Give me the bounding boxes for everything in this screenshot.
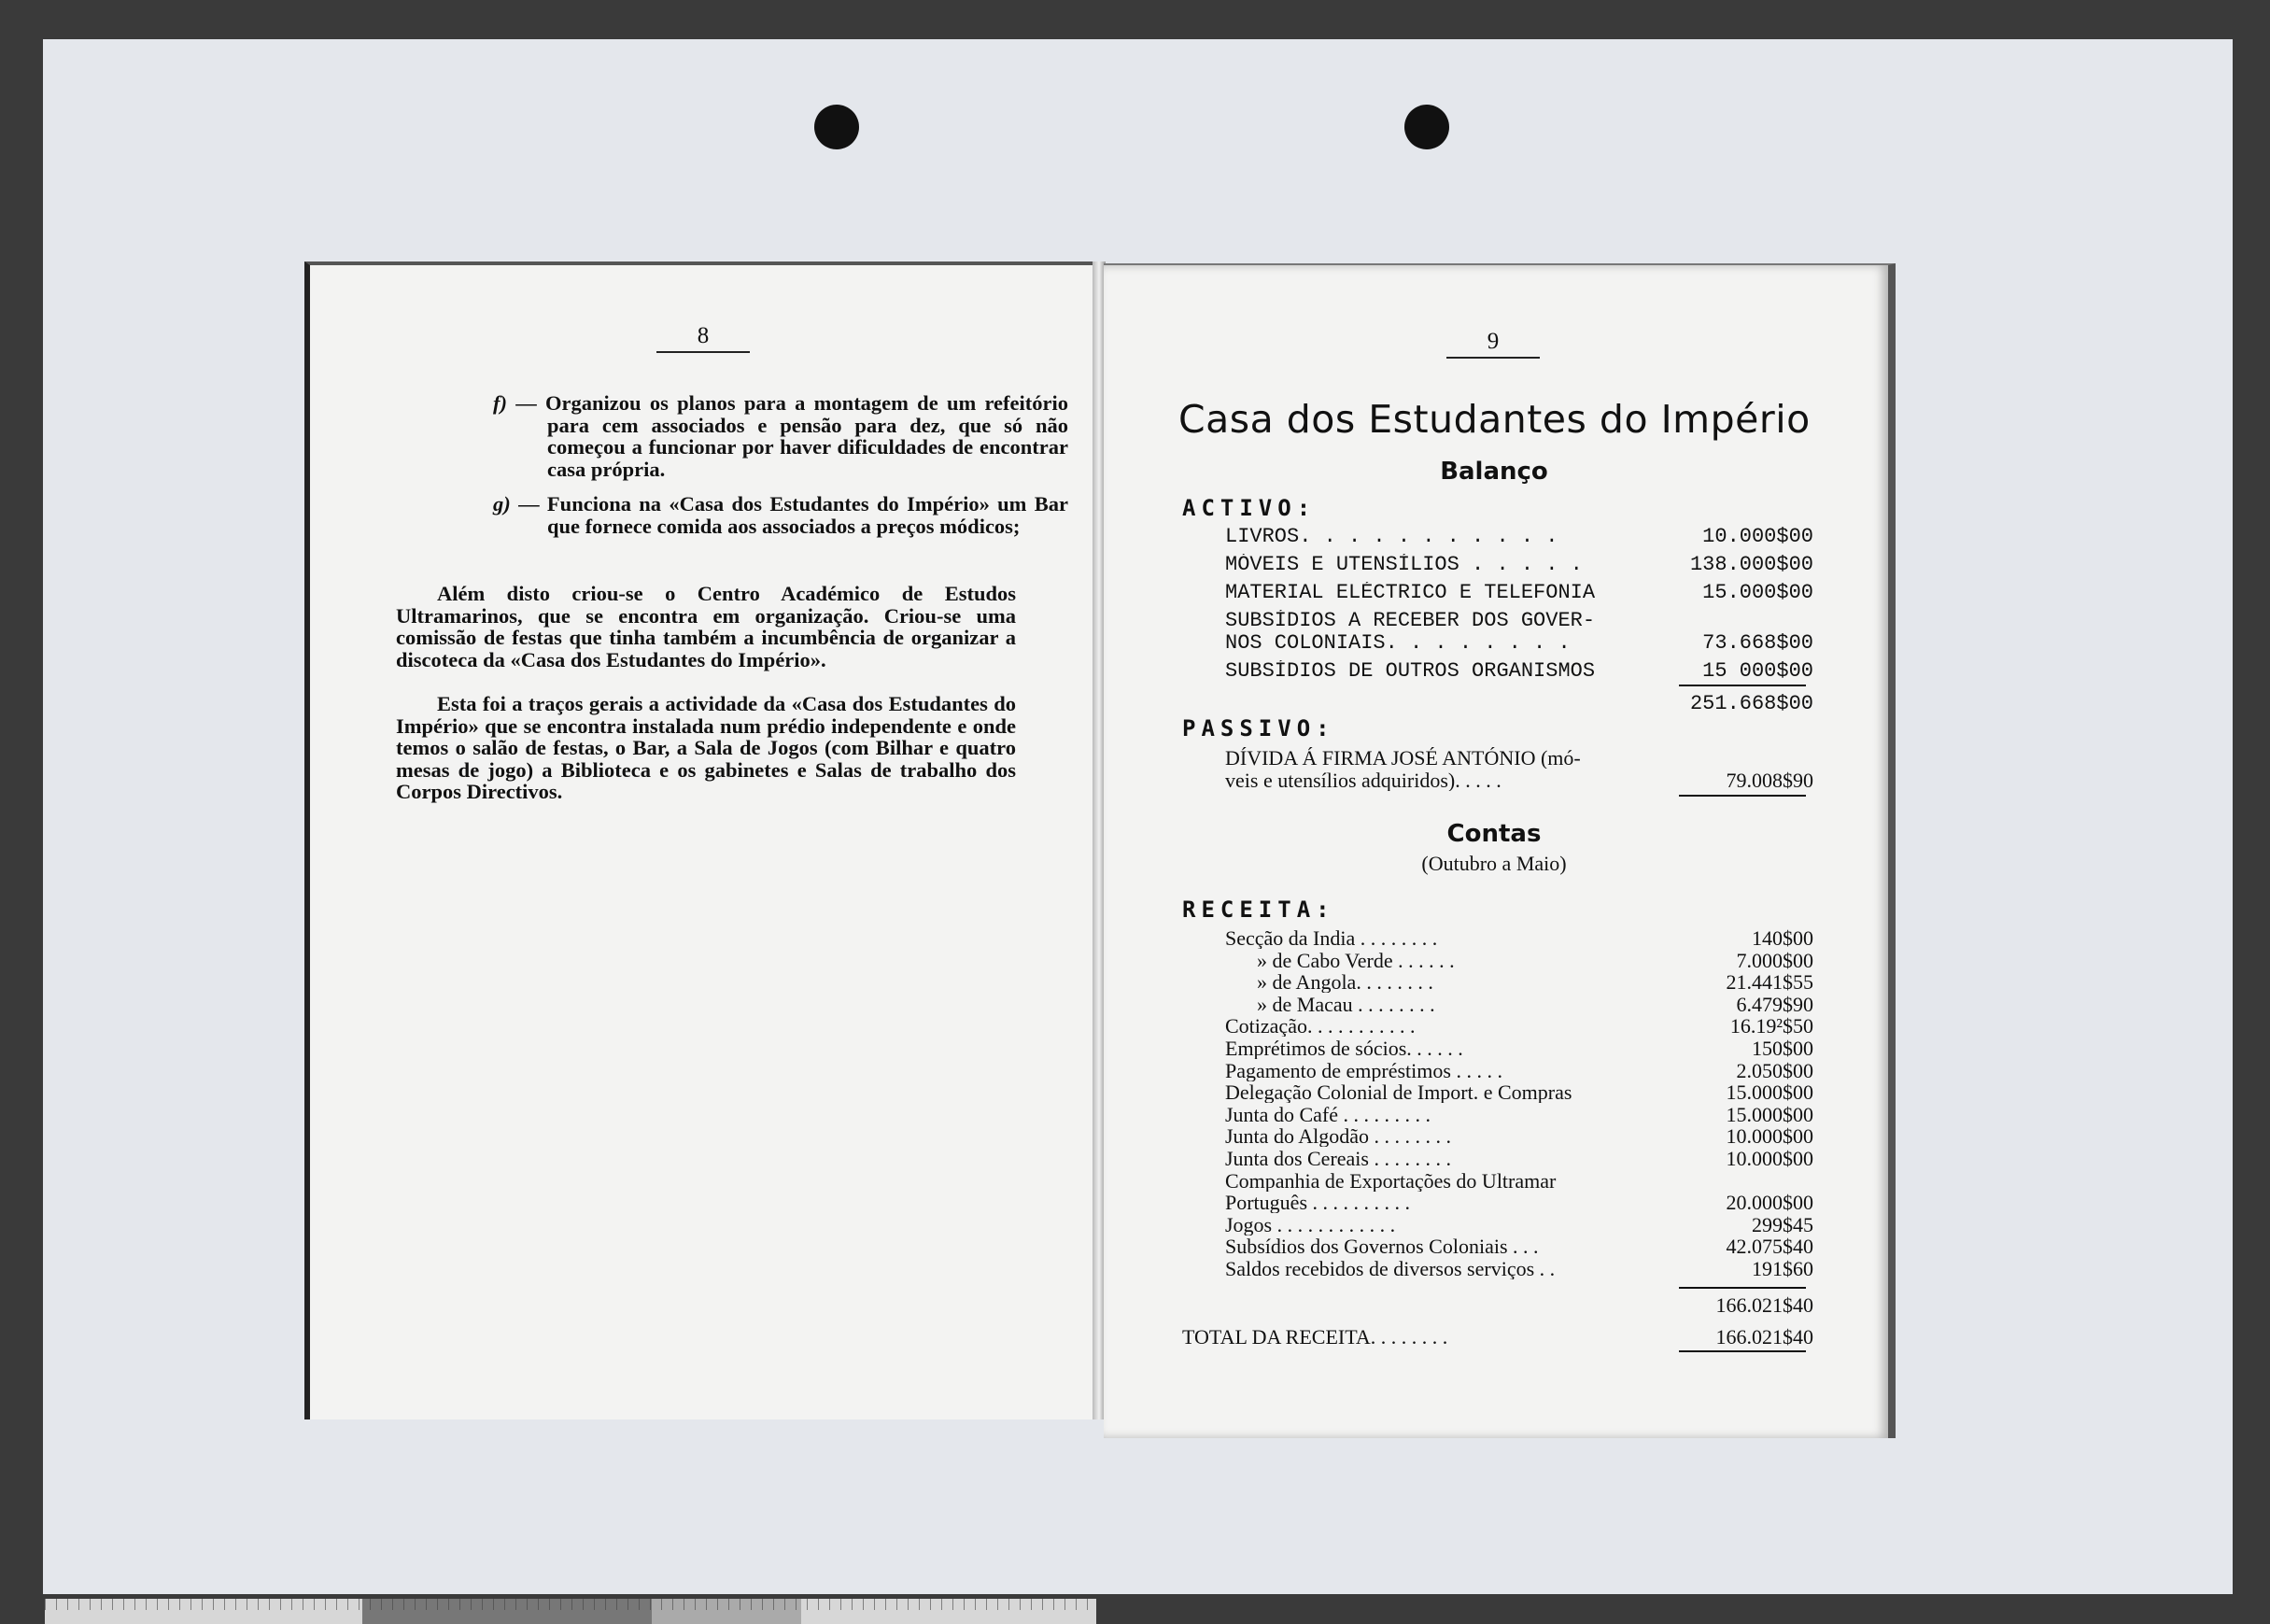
receita-row [1225, 1015, 1813, 1037]
row-value: 299$45 [1752, 1212, 1813, 1236]
receita-row [1225, 1081, 1813, 1103]
row-value: 15 000$00 [1702, 659, 1813, 683]
row-value: 2.050$00 [1736, 1058, 1813, 1082]
left-paragraph-f [493, 392, 1068, 480]
row-value: 15.000$00 [1726, 1102, 1813, 1126]
row-value: 42.075$40 [1726, 1235, 1813, 1259]
activo-row [1225, 610, 1813, 631]
row-value: 10.000$00 [1702, 525, 1813, 548]
row-label: Jogos . . . . . . . . . . . . [1225, 1213, 1396, 1236]
row-value: 150$00 [1752, 1037, 1813, 1060]
receita-row [1225, 1192, 1813, 1213]
receita-row [1225, 1148, 1813, 1169]
row-label: » de Angola. . . . . . . . [1257, 971, 1433, 994]
row-value: 166.021$40 [1715, 1325, 1813, 1349]
receita-row [1225, 971, 1813, 993]
passivo-row [1225, 747, 1813, 769]
row-label: » de Macau . . . . . . . . [1257, 993, 1435, 1015]
receita-row [1225, 950, 1813, 971]
row-label: NOS COLONIAIS. . . . . . . . [1225, 632, 1571, 654]
receita-row [1225, 1125, 1813, 1147]
passivo-underline [1679, 795, 1806, 797]
receita-subtotal [1225, 1294, 1813, 1316]
activo-row [1225, 526, 1813, 547]
receita-row [1225, 1214, 1813, 1236]
row-value: 7.000$00 [1736, 948, 1813, 972]
row-label: Subsídios dos Governos Coloniais . . . [1225, 1236, 1539, 1258]
activo-row [1225, 660, 1813, 682]
receita-sum-line [1679, 1287, 1806, 1289]
activo-sum-line [1679, 685, 1806, 686]
total-receita-underline [1679, 1350, 1806, 1352]
row-value: 10.000$00 [1726, 1147, 1813, 1170]
contas-heading: Contas [1446, 820, 1542, 848]
row-value: 15.000$00 [1726, 1080, 1813, 1105]
contas-period: (Outubro a Maio) [1421, 852, 1567, 875]
receita-row [1225, 1038, 1813, 1059]
receita-row [1225, 1258, 1813, 1279]
row-label: Secção da India . . . . . . . . [1225, 927, 1438, 949]
row-label: veis e utensílios adquiridos). . . . . [1225, 770, 1502, 791]
row-value [1655, 747, 1813, 769]
punch-hole-right [1404, 105, 1449, 149]
punch-hole-left [814, 105, 859, 149]
row-label: Delegação Colonial de Import. e Compras [1225, 1081, 1572, 1104]
row-label: Português . . . . . . . . . . [1225, 1192, 1410, 1214]
passivo-heading: PASSIVO: [1182, 715, 1335, 741]
row-value: 21.441$55 [1726, 970, 1813, 995]
row-label: Emprétimos de sócios. . . . . . [1225, 1038, 1463, 1059]
row-label: TOTAL DA RECEITA. . . . . . . . [1182, 1326, 1448, 1348]
receita-row [1225, 1060, 1813, 1081]
row-value [1655, 1170, 1813, 1192]
row-value: 140$00 [1752, 926, 1813, 950]
row-label: DÍVIDA Á FIRMA JOSÉ ANTÓNIO (mó- [1225, 747, 1581, 769]
row-label: MÓVEIS E UTENSÍLIOS . . . . . [1225, 554, 1583, 575]
row-value [1655, 610, 1813, 631]
left-paragraph-3 [396, 583, 1016, 671]
passivo-row [1225, 770, 1813, 791]
row-value: 191$60 [1752, 1257, 1813, 1280]
row-label: Junta do Algodão . . . . . . . . [1225, 1125, 1451, 1148]
row-value: 20.000$00 [1726, 1191, 1813, 1215]
row-label: Saldos recebidos de diversos serviços . . [1225, 1258, 1556, 1279]
activo-row [1225, 554, 1813, 575]
receita-row [1225, 1104, 1813, 1125]
receita-row [1225, 1236, 1813, 1257]
row-value: 251.668$00 [1689, 692, 1813, 715]
total-receita-row [1182, 1326, 1813, 1348]
row-label: LIVROS. . . . . . . . . . . [1225, 526, 1558, 547]
receita-heading: RECEITA: [1182, 897, 1335, 923]
paragraph-text: — Organizou os planos para a montagem de um refeitório para cem associados e pensão para dez, que só não começou a funcionar por haver dificuldades de encontrar casa própria. [515, 391, 1069, 481]
receita-row [1225, 1170, 1813, 1192]
row-value: 15.000$00 [1702, 581, 1813, 604]
activo-row [1225, 582, 1813, 603]
row-value: 16.19²$50 [1729, 1014, 1813, 1038]
row-label: Junta do Café . . . . . . . . . [1225, 1103, 1431, 1125]
activo-heading: ACTIVO: [1182, 495, 1317, 521]
paragraph-label: f) [493, 391, 507, 415]
right-page-number: 9 [1446, 329, 1540, 359]
receita-row [1225, 927, 1813, 949]
row-label: Junta dos Cereais . . . . . . . . [1225, 1148, 1451, 1169]
paragraph-text: — Funciona na «Casa dos Estudantes do Império» um Bar que fornece comida aos associados a preços módicos; [518, 492, 1069, 538]
row-value: 6.479$90 [1736, 992, 1813, 1016]
scale-ruler [45, 1599, 1096, 1624]
row-label: MATERIAL ELÉCTRICO E TELEFONIA [1225, 582, 1596, 603]
row-label: Cotização. . . . . . . . . . . [1225, 1015, 1416, 1038]
document-title: Casa dos Estudantes do Império [1178, 397, 1811, 442]
row-label [1225, 1294, 1655, 1316]
activo-row [1225, 632, 1813, 654]
row-label: SUBSÍDIOS A RECEBER DOS GOVER- [1225, 610, 1596, 631]
left-paragraph-g [493, 493, 1068, 537]
ruler-ticks [45, 1599, 1096, 1610]
paragraph-text: Esta foi a traços gerais a actividade da «Casa dos Estudantes do Império» que se encontra instalada num prédio independente e onde temos o salão de festas, o Bar, a Sala de Jogos (com Bilhar e quatro mesas de jogo) a Biblioteca e os gabinetes e Salas de trabalho dos Corpos Directivos. [396, 692, 1016, 803]
row-value: 138.000$00 [1689, 553, 1813, 576]
row-label [1225, 693, 1655, 714]
row-value: 10.000$00 [1726, 1124, 1813, 1149]
paragraph-text: Além disto criou-se o Centro Académico de Estudos Ultramarinos, que se encontra em organização. Criou-se uma comissão de festas que tinha também a incumbência de organizar a discoteca da «Casa dos Estudantes do Império». [396, 582, 1016, 671]
paragraph-label: g) [493, 492, 511, 515]
row-label: SUBSÍDIOS DE OUTROS ORGANISMOS [1225, 660, 1596, 682]
row-value: 79.008$90 [1726, 769, 1813, 792]
row-label: Companhia de Exportações do Ultramar [1225, 1169, 1557, 1192]
left-paragraph-4 [396, 693, 1016, 803]
row-value: 166.021$40 [1715, 1293, 1813, 1317]
activo-total [1225, 693, 1813, 714]
balance-heading: Balanço [1440, 458, 1548, 486]
left-page-number: 8 [656, 323, 750, 353]
row-value: 73.668$00 [1702, 631, 1813, 655]
row-label: » de Cabo Verde . . . . . . [1257, 949, 1455, 971]
row-label: Pagamento de empréstimos . . . . . [1225, 1059, 1502, 1081]
receita-row [1225, 994, 1813, 1015]
